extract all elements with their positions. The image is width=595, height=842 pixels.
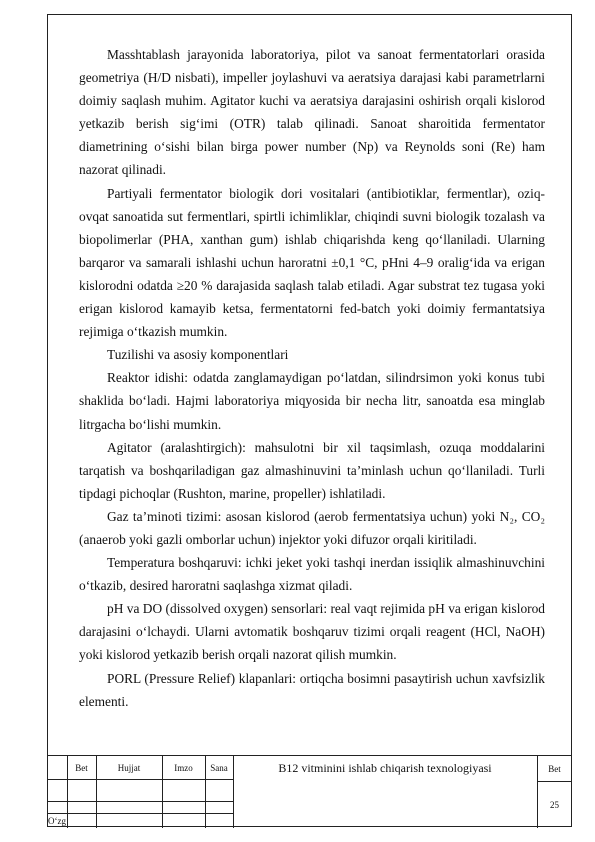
paragraph-relief-valves: PORL (Pressure Relief) klapanlari: ortiqcha bosimni pasaytirish uchun xavfsizlik elementi. <box>79 670 545 709</box>
paragraph-batch-fermentor: Partiyali fermentator biologik dori vositalari (antibiotiklar, fermentlar), oziq-ovqat sanoatida sut fermentlari, spirtli ichimliklar, chiqindi suvni biologik tozalash va biopolimerlar (PHA, xanthan gum) ishlab chiqarishda keng qo‘llaniladi. Ularning barqaror va samarali ishlashi uchun haroratni ±0,1 °C, pHni 4–9 oralig‘ida va erigan kislorodni odatda ≥20 % darajasida saqlash talab etiladi. Agar substrat tez tugasa yoki erigan kislorod kamayib ketsa, fermentatorni fed-batch yoki doimiy fermantatsiya rejimiga o‘tkazish mumkin. <box>79 185 545 340</box>
page-number: 25 <box>550 800 559 810</box>
paragraph-temperature: Temperatura boshqaruvi: ichki jeket yoki tashqi inerdan issiqlik almashinuvchini o‘tkazib, desired haroratni saqlashga xizmat qiladi. <box>79 555 545 594</box>
stamp-sana-label: Sana <box>210 762 228 773</box>
stamp-bet-label: Bet <box>75 762 88 773</box>
stamp-ozg-label: O‘zg <box>48 815 66 826</box>
stamp-hujjat-label: Hujjat <box>117 762 141 773</box>
paragraph-sensors: pH va DO (dissolved oxygen) sensorlari: real vaqt rejimida pH va erigan kislorod darajasini o‘lchaydi. Ularni avtomatik boshqaruv tizimi orqali reagent (HCl, NaOH) yoki kislorod yetkazib berish orqali nazorat qilish mumkin. <box>79 601 545 663</box>
title-block <box>47 755 572 827</box>
document-body <box>79 43 545 713</box>
document-title: B12 vitminini ishlab chiqarish texnologiyasi <box>278 761 492 775</box>
stamp-imzo-label: Imzo <box>174 762 193 773</box>
paragraph-agitator: Agitator (aralashtirgich): mahsulotni bir xil taqsimlash, ozuqa moddalarini tarqatish va boshqariladigan gaz almashinuvini ta’minlash uchun qo‘llaniladi. Turli tipdagi pichoqlar (Rushton, marine, propeller) ishlatiladi. <box>79 439 545 501</box>
section-heading: Tuzilishi va asosiy komponentlari <box>107 347 289 363</box>
paragraph-scaling: Masshtablash jarayonida laboratoriya, pilot va sanoat fermentatorlari orasida geometriya (H/D nisbati), impeller joylashuvi va aeratsiya darajasi kabi parametrlarni doimiy saqlash muhim. Agitator kuchi va aeratsiya darajasini oshirish orqali kislorod yetkazib berish sig‘imi (OTR) talab qilinadi. Sanoat sharoitida fermentator diametrining o‘sishi bilan birga power number (Np) va Reynolds soni (Re) ham nazorat qilinadi. <box>79 47 545 178</box>
paragraph-reactor-vessel: Reaktor idishi: odatda zanglamaydigan po‘latdan, silindrsimon yoki konus tubi shaklida bo‘ladi. Hajmi laboratoriya miqyosida bir necha litr, sanoatda esa minglab litrgacha bo‘lishi mumkin. <box>79 370 545 432</box>
stamp-bet-right-label: Bet <box>548 763 561 774</box>
paragraph-gas-supply: Gaz ta’minoti tizimi: asosan kislorod (aerob fermentatsiya uchun) yoki N₂, CO₂ (anaerob yoki gazli omborlar uchun) injektor yoki difuzor orqali kiritiladi. <box>79 508 545 547</box>
